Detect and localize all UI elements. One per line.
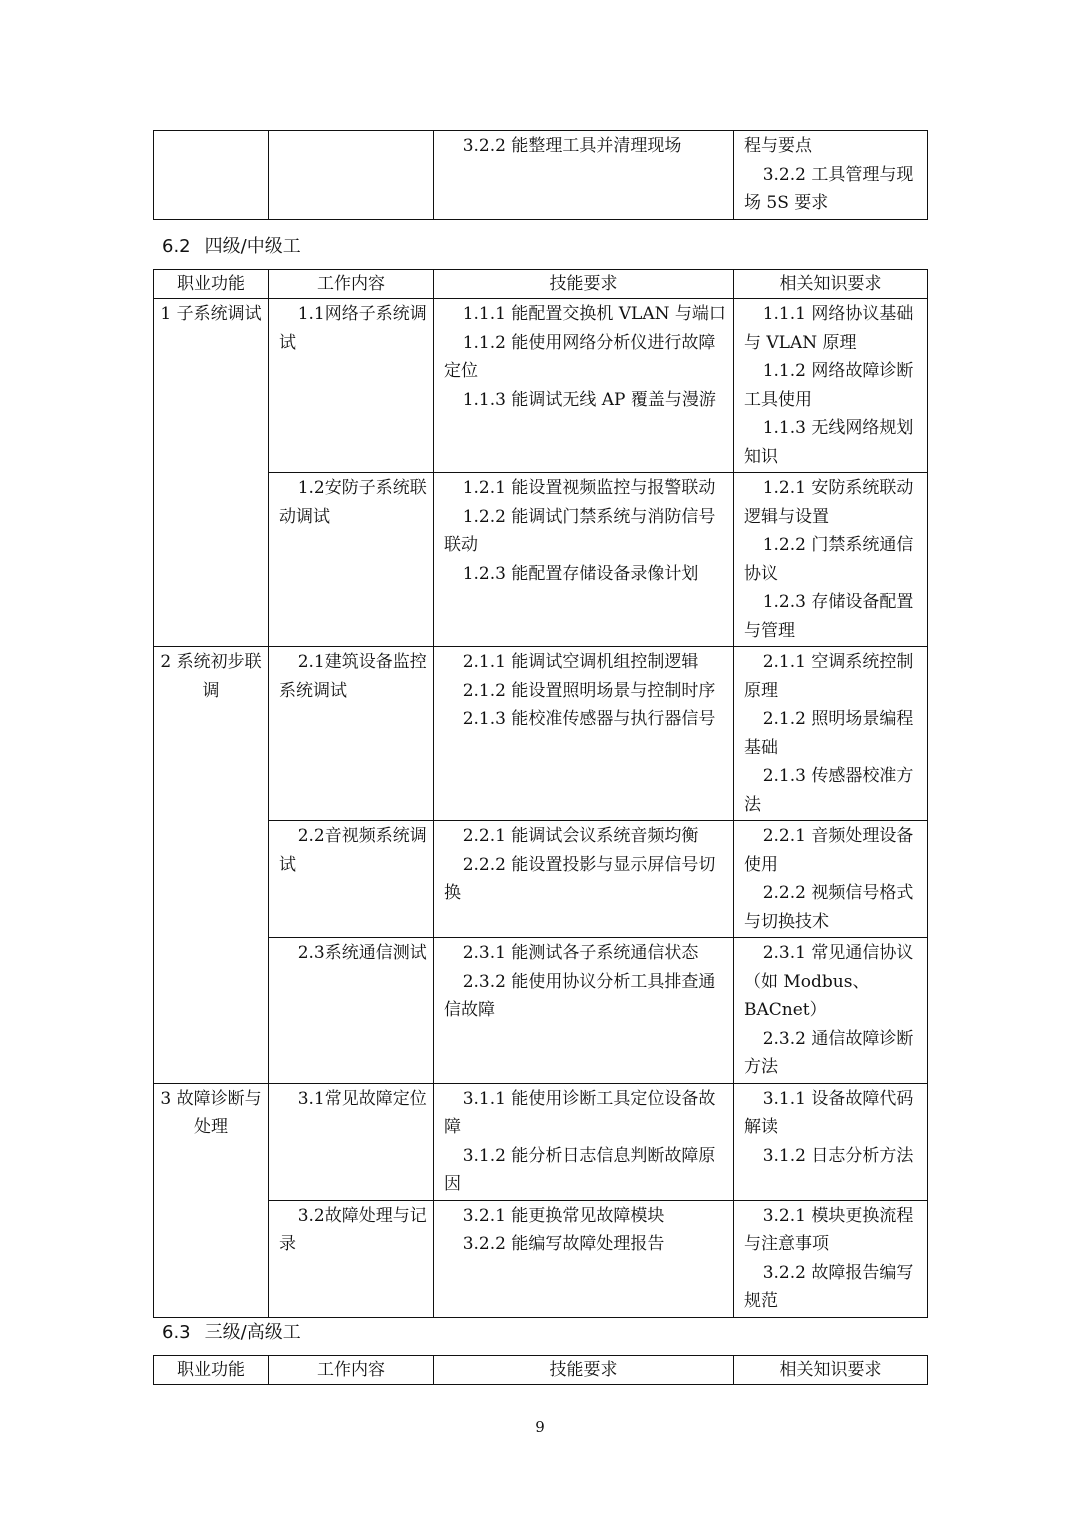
knowledge-item: 程与要点 <box>744 136 812 156</box>
table-cell <box>154 131 269 220</box>
skill-requirements-cell <box>434 938 734 1084</box>
column-header: 职业功能 <box>154 1356 269 1385</box>
knowledge-requirements-cell <box>734 473 928 647</box>
knowledge-item: 2.1.2 照明场景编程基础 <box>744 709 914 758</box>
table-row <box>154 821 928 938</box>
knowledge-item: 3.1.2 日志分析方法 <box>762 1145 914 1166</box>
knowledge-item: 3.2.2 工具管理与现场 5S 要求 <box>744 164 914 213</box>
skill-item: 3.2.1 能更换常见故障模块 <box>462 1205 665 1226</box>
table-row <box>154 299 928 473</box>
knowledge-item: 1.1.2 网络故障诊断工具使用 <box>744 361 914 410</box>
section-title: 四级/中级工 <box>204 236 301 257</box>
skill-requirements-cell <box>434 473 734 647</box>
knowledge-item: 3.2.2 故障报告编写规范 <box>744 1262 914 1311</box>
work-content-text: 2.1建筑设备监控系统调试 <box>279 652 427 701</box>
skill-item: 1.2.2 能调试门禁系统与消防信号联动 <box>444 506 716 555</box>
table-row <box>154 1200 928 1317</box>
column-header: 工作内容 <box>269 1356 434 1385</box>
occupational-function-cell: 3 故障诊断与处理 <box>154 1083 269 1317</box>
skill-requirements-cell <box>434 1083 734 1200</box>
skill-item: 2.1.3 能校准传感器与执行器信号 <box>462 709 716 729</box>
skills-table-level-3 <box>153 1355 928 1385</box>
skill-requirements-cell <box>434 821 734 938</box>
work-content-text: 3.1常见故障定位 <box>297 1088 427 1109</box>
table-header-row <box>154 1356 928 1385</box>
skills-table-level-4 <box>153 269 928 1318</box>
skill-item: 2.3.2 能使用协议分析工具排查通信故障 <box>444 971 716 1020</box>
knowledge-item: 1.1.3 无线网络规划知识 <box>744 418 914 467</box>
work-content-text: 2.3系统通信测试 <box>297 943 427 963</box>
work-content-cell <box>269 1083 434 1200</box>
section-heading-6-2 <box>162 232 301 258</box>
knowledge-item: 1.2.1 安防系统联动逻辑与设置 <box>744 478 914 527</box>
skill-item: 1.1.1 能配置交换机 VLAN 与端口 <box>462 304 726 324</box>
work-content-text: 1.1网络子系统调试 <box>279 304 427 353</box>
table-row <box>154 131 928 220</box>
knowledge-item: 2.2.2 视频信号格式与切换技术 <box>744 883 914 932</box>
knowledge-item: 2.3.2 通信故障诊断方法 <box>744 1028 914 1077</box>
knowledge-requirements-cell <box>734 1200 928 1317</box>
table-row <box>154 647 928 821</box>
work-content-cell <box>269 938 434 1084</box>
work-content-text: 3.2故障处理与记录 <box>279 1205 427 1254</box>
knowledge-item: 2.2.1 音频处理设备使用 <box>744 826 914 875</box>
work-content-text: 1.2安防子系统联动调试 <box>279 478 427 527</box>
section-heading-6-3 <box>162 1318 301 1344</box>
table-row <box>154 938 928 1084</box>
knowledge-item: 1.1.1 网络协议基础与 VLAN 原理 <box>744 304 914 353</box>
skill-item: 1.1.3 能调试无线 AP 覆盖与漫游 <box>462 389 716 410</box>
knowledge-item: 1.2.2 门禁系统通信协议 <box>744 535 914 584</box>
skill-item: 2.1.1 能调试空调机组控制逻辑 <box>462 652 699 672</box>
occupational-function-cell: 2 系统初步联调 <box>154 647 269 1084</box>
knowledge-requirements-cell <box>734 647 928 821</box>
skill-item: 1.2.1 能设置视频监控与报警联动 <box>462 478 716 498</box>
column-header: 技能要求 <box>434 1356 734 1385</box>
skill-requirements-cell <box>434 1200 734 1317</box>
skill-requirements-cell <box>434 647 734 821</box>
table-row <box>154 1083 928 1200</box>
work-content-cell <box>269 1200 434 1317</box>
work-content-text: 2.2音视频系统调试 <box>279 826 427 875</box>
knowledge-item: 2.1.1 空调系统控制原理 <box>744 652 914 701</box>
column-header: 职业功能 <box>154 270 269 299</box>
skill-item: 3.2.2 能编写故障处理报告 <box>462 1234 665 1254</box>
knowledge-item: 2.1.3 传感器校准方法 <box>744 766 914 815</box>
table-cell <box>269 131 434 220</box>
skill-item: 2.1.2 能设置照明场景与控制时序 <box>462 680 716 701</box>
knowledge-item: 3.2.1 模块更换流程与注意事项 <box>744 1205 914 1254</box>
skill-item: 2.3.1 能测试各子系统通信状态 <box>462 943 699 963</box>
skill-item: 1.2.3 能配置存储设备录像计划 <box>462 563 699 584</box>
table-cell <box>434 131 734 220</box>
skill-item: 3.1.1 能使用诊断工具定位设备故障 <box>444 1088 716 1137</box>
knowledge-requirements-cell <box>734 1083 928 1200</box>
skill-item: 2.2.2 能设置投影与显示屏信号切换 <box>444 854 716 903</box>
skill-item: 3.1.2 能分析日志信息判断故障原因 <box>444 1145 716 1194</box>
skill-requirements-cell <box>434 299 734 473</box>
column-header: 技能要求 <box>434 270 734 299</box>
skill-item: 2.2.1 能调试会议系统音频均衡 <box>462 826 699 846</box>
skill-item: 3.2.2 能整理工具并清理现场 <box>462 136 682 156</box>
page-number: 9 <box>535 1418 545 1436</box>
table-body <box>154 299 928 1318</box>
knowledge-requirements-cell <box>734 938 928 1084</box>
column-header: 相关知识要求 <box>734 270 928 299</box>
table-header-row <box>154 270 928 299</box>
work-content-cell <box>269 821 434 938</box>
work-content-cell <box>269 473 434 647</box>
column-header: 工作内容 <box>269 270 434 299</box>
continued-table <box>153 130 928 220</box>
knowledge-requirements-cell <box>734 821 928 938</box>
occupational-function-cell: 1 子系统调试 <box>154 299 269 647</box>
table-cell <box>734 131 928 220</box>
knowledge-requirements-cell <box>734 299 928 473</box>
section-number: 6.2 <box>162 236 191 257</box>
knowledge-item: 3.1.1 设备故障代码解读 <box>744 1088 914 1137</box>
section-number: 6.3 <box>162 1322 191 1343</box>
column-header: 相关知识要求 <box>734 1356 928 1385</box>
skill-item: 1.1.2 能使用网络分析仪进行故障定位 <box>444 332 716 381</box>
section-title: 三级/高级工 <box>204 1322 301 1343</box>
knowledge-item: 1.2.3 存储设备配置与管理 <box>744 592 914 641</box>
work-content-cell <box>269 647 434 821</box>
work-content-cell <box>269 299 434 473</box>
knowledge-item: 2.3.1 常见通信协议（如 Modbus、BACnet） <box>744 943 914 1020</box>
table-row <box>154 473 928 647</box>
